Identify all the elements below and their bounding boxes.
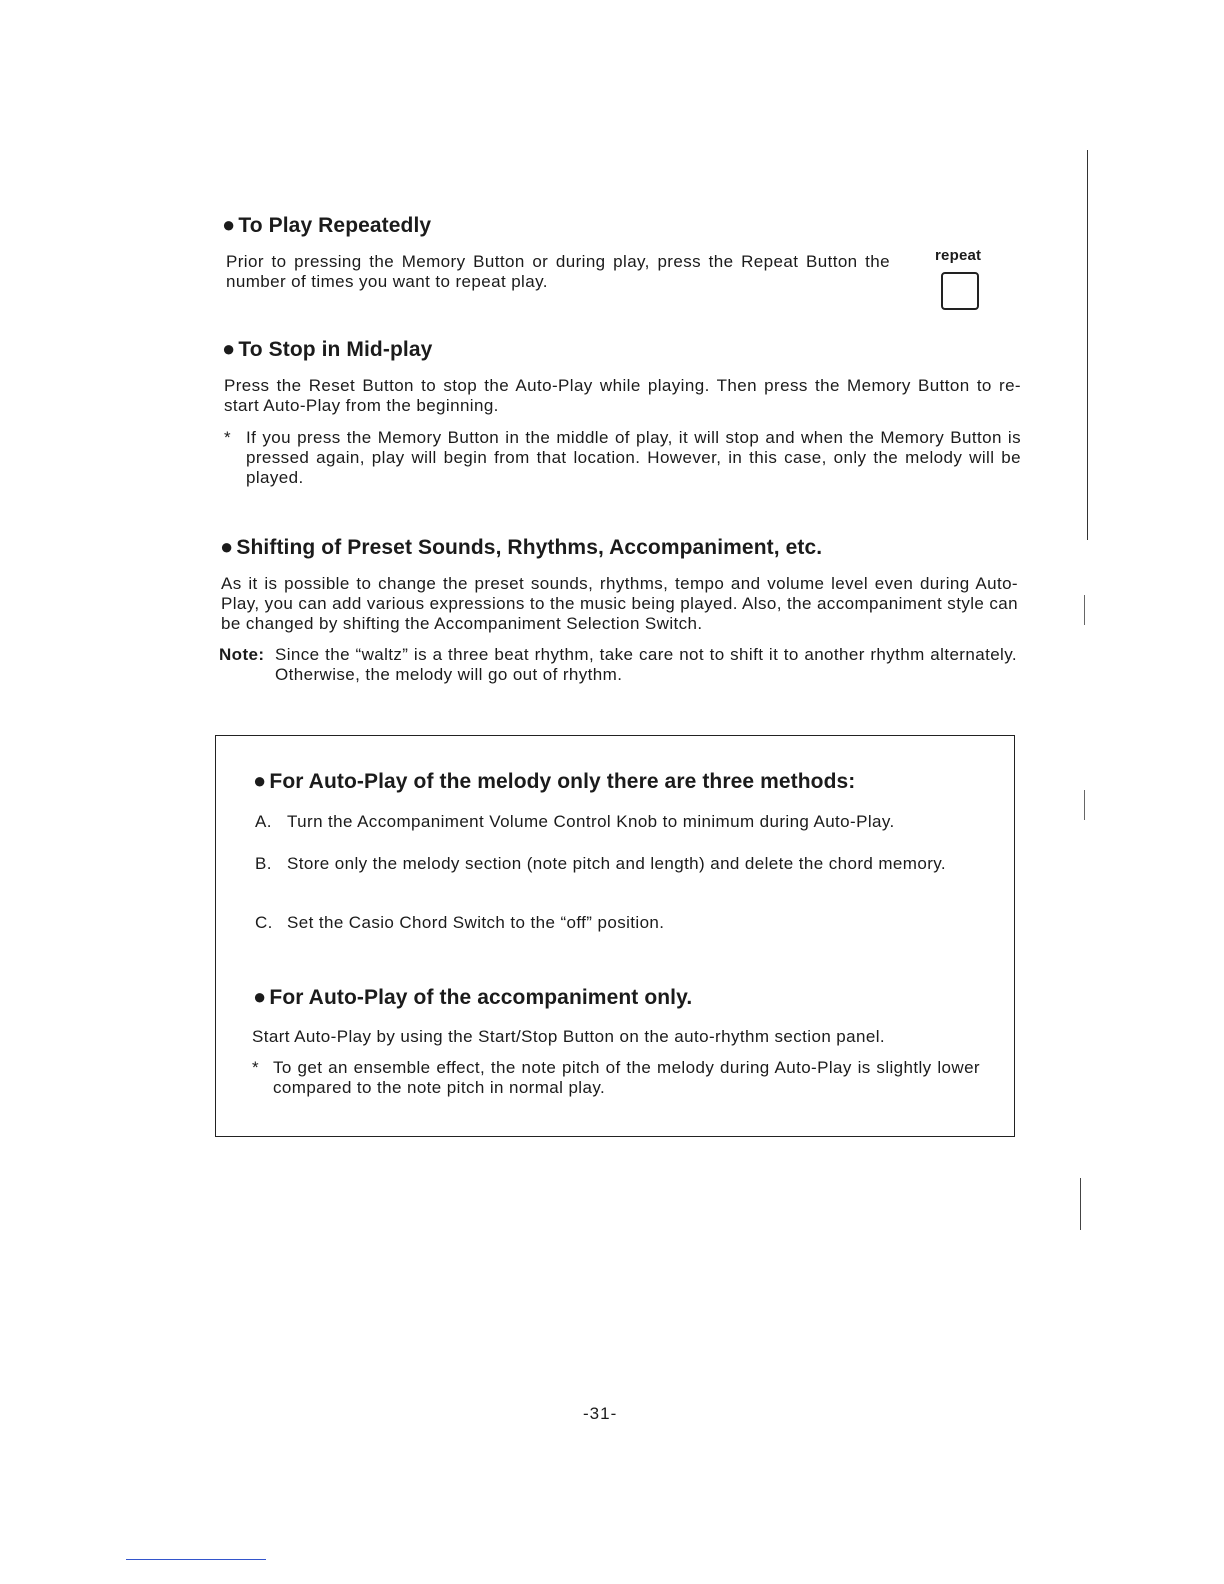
- note-stop-mid-play: * If you press the Memory Button in the middle of play, it will stop and when the Memory Button is pressed again, play will begin from that location. However, in this case, only the melody will be played.: [224, 428, 1021, 487]
- asterisk-mark: *: [252, 1058, 260, 1077]
- repeat-button-label: repeat: [935, 247, 982, 264]
- note-ensemble-effect: * To get an ensemble effect, the note pitch of the melody during Auto-Play is slightly lower compared to the note pitch in normal play.: [252, 1058, 980, 1097]
- paragraph-play-repeatedly: Prior to pressing the Memory Button or during play, press the Repeat Button the number of times you want to repeat play.: [226, 252, 890, 291]
- heading-accompaniment-only: ● For Auto-Play of the accompaniment only.: [253, 984, 693, 1009]
- bullet-icon: ●: [222, 336, 236, 361]
- heading-stop-mid-play: ● To Stop in Mid-play: [222, 336, 433, 361]
- scan-edge-line: [1080, 1178, 1081, 1230]
- scan-edge-line: [1084, 790, 1085, 820]
- method-item-c: C. Set the Casio Chord Switch to the “off” position.: [255, 913, 665, 932]
- page-number: -31-: [583, 1404, 618, 1423]
- method-item-a: A. Turn the Accompaniment Volume Control Knob to minimum during Auto-Play.: [255, 812, 895, 831]
- heading-melody-only: ● For Auto-Play of the melody only there are three methods:: [253, 768, 856, 793]
- bullet-icon: ●: [253, 768, 267, 793]
- bullet-icon: ●: [220, 534, 234, 559]
- item-marker: C.: [255, 913, 273, 932]
- paragraph-shifting-presets: As it is possible to change the preset sounds, rhythms, tempo and volume level even during Auto-Play, you can add various expressions to the music being played. Also, the accompaniment style can be changed by shifting the Accompaniment Selection Switch.: [221, 574, 1018, 633]
- paragraph-stop-mid-play: Press the Reset Button to stop the Auto-Play while playing. Then press the Memory Button to re-start Auto-Play from the beginning.: [224, 376, 1021, 415]
- paragraph-accompaniment-only: Start Auto-Play by using the Start/Stop Button on the auto-rhythm section panel.: [252, 1027, 886, 1046]
- item-marker: A.: [255, 812, 272, 831]
- bullet-icon: ●: [222, 212, 236, 237]
- note-waltz: Note: Since the “waltz” is a three beat rhythm, take care not to shift it to another rhythm alternately. Otherwise, the melody will go out of rhythm.: [219, 645, 1017, 684]
- note-label: Note:: [219, 645, 265, 664]
- item-marker: B.: [255, 854, 272, 873]
- bullet-icon: ●: [253, 984, 267, 1009]
- heading-play-repeatedly: ● To Play Repeatedly: [222, 212, 432, 237]
- asterisk-mark: *: [224, 428, 232, 447]
- scan-edge-line: [1084, 595, 1085, 625]
- method-item-b: B. Store only the melody section (note pitch and length) and delete the chord memory.: [255, 854, 947, 873]
- scan-bottom-line: [126, 1559, 266, 1560]
- heading-shifting-presets: ● Shifting of Preset Sounds, Rhythms, Accompaniment, etc.: [220, 534, 823, 559]
- scan-edge-line: [1087, 150, 1088, 540]
- repeat-button-icon: [941, 272, 979, 310]
